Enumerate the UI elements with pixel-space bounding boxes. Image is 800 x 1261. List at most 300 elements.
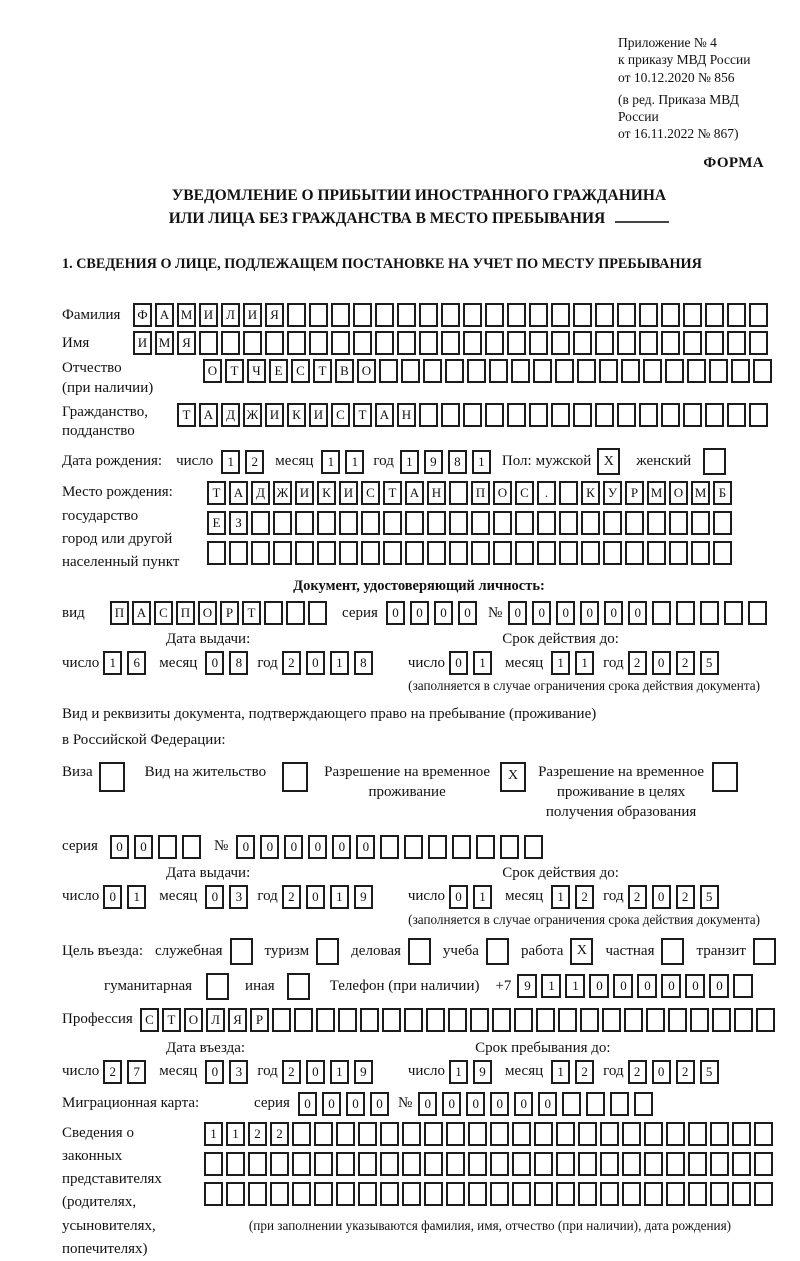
char-cell[interactable] — [251, 511, 270, 535]
checkbox-humanitarian[interactable] — [206, 973, 229, 1000]
char-cell[interactable] — [622, 1152, 641, 1176]
char-cell[interactable]: 9 — [473, 1060, 492, 1084]
char-cell[interactable]: Р — [625, 481, 644, 505]
char-cell[interactable]: 0 — [685, 974, 705, 998]
char-cell[interactable]: Т — [383, 481, 402, 505]
char-cell[interactable]: М — [691, 481, 710, 505]
char-cell[interactable] — [449, 511, 468, 535]
char-cell[interactable] — [361, 541, 380, 565]
char-cell[interactable] — [749, 331, 768, 355]
char-cell[interactable] — [419, 403, 438, 427]
char-cell[interactable] — [397, 303, 416, 327]
char-cell[interactable] — [709, 359, 728, 383]
char-cell[interactable] — [617, 403, 636, 427]
char-cell[interactable] — [490, 1122, 509, 1146]
char-cell[interactable]: 0 — [652, 651, 671, 675]
char-cell[interactable]: . — [537, 481, 556, 505]
char-cell[interactable]: 0 — [508, 601, 527, 625]
char-cell[interactable] — [599, 359, 618, 383]
char-cell[interactable] — [754, 1122, 773, 1146]
char-cell[interactable] — [559, 481, 578, 505]
char-cell[interactable]: 1 — [204, 1122, 223, 1146]
char-cell[interactable] — [732, 1182, 751, 1206]
char-cell[interactable]: 0 — [514, 1092, 533, 1116]
char-cell[interactable]: 1 — [330, 1060, 349, 1084]
char-cell[interactable] — [427, 511, 446, 535]
char-cell[interactable]: 1 — [473, 885, 492, 909]
char-cell[interactable]: 5 — [700, 885, 719, 909]
char-cell[interactable] — [710, 1122, 729, 1146]
char-cell[interactable] — [595, 403, 614, 427]
char-cell[interactable] — [248, 1152, 267, 1176]
char-cell[interactable]: 1 — [565, 974, 585, 998]
char-cell[interactable] — [600, 1182, 619, 1206]
char-cell[interactable]: С — [515, 481, 534, 505]
char-cell[interactable] — [753, 359, 772, 383]
char-cell[interactable]: 0 — [466, 1092, 485, 1116]
char-cell[interactable]: Ф — [133, 303, 152, 327]
char-cell[interactable] — [428, 835, 447, 859]
char-cell[interactable] — [489, 359, 508, 383]
char-cell[interactable] — [265, 331, 284, 355]
char-cell[interactable] — [529, 403, 548, 427]
char-cell[interactable]: М — [177, 303, 196, 327]
char-cell[interactable]: 0 — [134, 835, 153, 859]
char-cell[interactable]: 2 — [628, 651, 647, 675]
char-cell[interactable]: С — [140, 1008, 159, 1032]
char-cell[interactable] — [690, 1008, 709, 1032]
char-cell[interactable] — [441, 331, 460, 355]
char-cell[interactable] — [243, 331, 262, 355]
char-cell[interactable]: 1 — [221, 450, 240, 474]
char-cell[interactable] — [207, 541, 226, 565]
char-cell[interactable]: Р — [250, 1008, 269, 1032]
char-cell[interactable]: 1 — [345, 450, 364, 474]
char-cell[interactable] — [445, 359, 464, 383]
char-cell[interactable] — [379, 359, 398, 383]
char-cell[interactable]: П — [471, 481, 490, 505]
char-cell[interactable]: М — [155, 331, 174, 355]
char-cell[interactable] — [380, 1182, 399, 1206]
char-cell[interactable]: 9 — [354, 885, 373, 909]
char-cell[interactable]: 0 — [205, 885, 224, 909]
char-cell[interactable]: Н — [397, 403, 416, 427]
char-cell[interactable] — [507, 331, 526, 355]
char-cell[interactable]: 2 — [575, 1060, 594, 1084]
char-cell[interactable] — [644, 1182, 663, 1206]
char-cell[interactable]: 0 — [458, 601, 477, 625]
char-cell[interactable]: 1 — [551, 1060, 570, 1084]
char-cell[interactable] — [287, 303, 306, 327]
char-cell[interactable] — [602, 1008, 621, 1032]
char-cell[interactable]: О — [184, 1008, 203, 1032]
char-cell[interactable] — [727, 303, 746, 327]
char-cell[interactable] — [733, 974, 753, 998]
char-cell[interactable] — [713, 511, 732, 535]
char-cell[interactable] — [551, 403, 570, 427]
char-cell[interactable]: П — [110, 601, 129, 625]
char-cell[interactable]: 0 — [205, 1060, 224, 1084]
char-cell[interactable] — [688, 1152, 707, 1176]
char-cell[interactable]: Т — [207, 481, 226, 505]
char-cell[interactable] — [493, 511, 512, 535]
char-cell[interactable] — [317, 511, 336, 535]
checkbox-male[interactable]: X — [597, 448, 620, 475]
char-cell[interactable] — [732, 1122, 751, 1146]
char-cell[interactable] — [295, 541, 314, 565]
char-cell[interactable] — [292, 1122, 311, 1146]
char-cell[interactable] — [336, 1152, 355, 1176]
char-cell[interactable]: О — [669, 481, 688, 505]
char-cell[interactable] — [621, 359, 640, 383]
char-cell[interactable]: 0 — [442, 1092, 461, 1116]
char-cell[interactable] — [533, 359, 552, 383]
char-cell[interactable] — [511, 359, 530, 383]
char-cell[interactable]: 5 — [700, 1060, 719, 1084]
char-cell[interactable] — [748, 601, 767, 625]
char-cell[interactable] — [705, 331, 724, 355]
char-cell[interactable]: В — [335, 359, 354, 383]
char-cell[interactable] — [537, 511, 556, 535]
char-cell[interactable]: 0 — [532, 601, 551, 625]
char-cell[interactable]: О — [357, 359, 376, 383]
char-cell[interactable] — [336, 1182, 355, 1206]
char-cell[interactable]: 0 — [356, 835, 375, 859]
char-cell[interactable] — [336, 1122, 355, 1146]
char-cell[interactable]: 2 — [628, 1060, 647, 1084]
char-cell[interactable]: 2 — [282, 885, 301, 909]
char-cell[interactable] — [668, 1008, 687, 1032]
char-cell[interactable] — [294, 1008, 313, 1032]
char-cell[interactable] — [463, 303, 482, 327]
char-cell[interactable] — [534, 1122, 553, 1146]
char-cell[interactable]: 0 — [652, 885, 671, 909]
char-cell[interactable] — [676, 601, 695, 625]
char-cell[interactable] — [463, 403, 482, 427]
char-cell[interactable] — [617, 303, 636, 327]
char-cell[interactable]: А — [155, 303, 174, 327]
char-cell[interactable]: Н — [427, 481, 446, 505]
char-cell[interactable]: 1 — [575, 651, 594, 675]
char-cell[interactable] — [424, 1152, 443, 1176]
char-cell[interactable]: 1 — [551, 885, 570, 909]
char-cell[interactable]: С — [291, 359, 310, 383]
char-cell[interactable] — [669, 511, 688, 535]
char-cell[interactable] — [683, 331, 702, 355]
char-cell[interactable]: 0 — [284, 835, 303, 859]
char-cell[interactable] — [270, 1152, 289, 1176]
char-cell[interactable]: 0 — [386, 601, 405, 625]
char-cell[interactable] — [404, 1008, 423, 1032]
char-cell[interactable] — [580, 1008, 599, 1032]
char-cell[interactable] — [610, 1092, 629, 1116]
char-cell[interactable]: 0 — [628, 601, 647, 625]
char-cell[interactable] — [404, 835, 423, 859]
char-cell[interactable] — [732, 1152, 751, 1176]
char-cell[interactable] — [361, 511, 380, 535]
char-cell[interactable] — [559, 511, 578, 535]
char-cell[interactable]: П — [176, 601, 195, 625]
char-cell[interactable] — [463, 331, 482, 355]
char-cell[interactable]: М — [647, 481, 666, 505]
char-cell[interactable] — [468, 1122, 487, 1146]
char-cell[interactable] — [226, 1182, 245, 1206]
char-cell[interactable]: 1 — [473, 651, 492, 675]
char-cell[interactable] — [331, 331, 350, 355]
char-cell[interactable] — [358, 1122, 377, 1146]
char-cell[interactable] — [556, 1182, 575, 1206]
char-cell[interactable] — [577, 359, 596, 383]
char-cell[interactable] — [229, 541, 248, 565]
char-cell[interactable] — [727, 403, 746, 427]
char-cell[interactable] — [556, 1152, 575, 1176]
char-cell[interactable] — [287, 331, 306, 355]
char-cell[interactable]: 0 — [449, 651, 468, 675]
char-cell[interactable]: 0 — [205, 651, 224, 675]
char-cell[interactable] — [559, 541, 578, 565]
char-cell[interactable] — [292, 1152, 311, 1176]
char-cell[interactable] — [644, 1152, 663, 1176]
char-cell[interactable] — [691, 541, 710, 565]
char-cell[interactable]: А — [375, 403, 394, 427]
char-cell[interactable] — [731, 359, 750, 383]
char-cell[interactable] — [700, 601, 719, 625]
char-cell[interactable] — [424, 1122, 443, 1146]
char-cell[interactable]: 0 — [661, 974, 681, 998]
char-cell[interactable]: 0 — [604, 601, 623, 625]
char-cell[interactable] — [339, 541, 358, 565]
char-cell[interactable] — [512, 1182, 531, 1206]
checkbox-business[interactable] — [408, 938, 431, 965]
char-cell[interactable]: О — [203, 359, 222, 383]
char-cell[interactable]: 1 — [551, 651, 570, 675]
char-cell[interactable]: И — [295, 481, 314, 505]
char-cell[interactable]: К — [317, 481, 336, 505]
char-cell[interactable] — [713, 541, 732, 565]
char-cell[interactable]: И — [265, 403, 284, 427]
char-cell[interactable]: 2 — [248, 1122, 267, 1146]
char-cell[interactable] — [529, 331, 548, 355]
char-cell[interactable] — [380, 835, 399, 859]
char-cell[interactable]: Т — [177, 403, 196, 427]
char-cell[interactable] — [485, 303, 504, 327]
char-cell[interactable]: Т — [353, 403, 372, 427]
char-cell[interactable] — [485, 331, 504, 355]
char-cell[interactable] — [666, 1152, 685, 1176]
char-cell[interactable] — [470, 1008, 489, 1032]
char-cell[interactable]: А — [199, 403, 218, 427]
checkbox-other[interactable] — [287, 973, 310, 1000]
char-cell[interactable] — [485, 403, 504, 427]
checkbox-female[interactable] — [703, 448, 726, 475]
char-cell[interactable]: 1 — [330, 651, 349, 675]
char-cell[interactable]: З — [229, 511, 248, 535]
char-cell[interactable]: 0 — [449, 885, 468, 909]
char-cell[interactable]: Р — [220, 601, 239, 625]
char-cell[interactable] — [691, 511, 710, 535]
char-cell[interactable] — [397, 331, 416, 355]
char-cell[interactable] — [204, 1182, 223, 1206]
char-cell[interactable]: 0 — [306, 885, 325, 909]
checkbox-visa[interactable] — [99, 762, 125, 792]
char-cell[interactable] — [471, 511, 490, 535]
char-cell[interactable]: 0 — [709, 974, 729, 998]
char-cell[interactable]: 1 — [330, 885, 349, 909]
char-cell[interactable] — [375, 331, 394, 355]
char-cell[interactable] — [402, 1152, 421, 1176]
char-cell[interactable] — [578, 1182, 597, 1206]
char-cell[interactable] — [441, 403, 460, 427]
char-cell[interactable] — [338, 1008, 357, 1032]
char-cell[interactable]: У — [603, 481, 622, 505]
char-cell[interactable] — [402, 1182, 421, 1206]
char-cell[interactable] — [427, 541, 446, 565]
char-cell[interactable] — [710, 1182, 729, 1206]
char-cell[interactable] — [624, 1008, 643, 1032]
char-cell[interactable] — [581, 541, 600, 565]
char-cell[interactable] — [493, 541, 512, 565]
char-cell[interactable] — [586, 1092, 605, 1116]
char-cell[interactable] — [309, 331, 328, 355]
char-cell[interactable] — [448, 1008, 467, 1032]
char-cell[interactable]: 0 — [110, 835, 129, 859]
char-cell[interactable]: 9 — [517, 974, 537, 998]
char-cell[interactable] — [273, 511, 292, 535]
char-cell[interactable] — [688, 1182, 707, 1206]
char-cell[interactable] — [383, 511, 402, 535]
char-cell[interactable] — [468, 1182, 487, 1206]
char-cell[interactable] — [643, 359, 662, 383]
char-cell[interactable] — [666, 1122, 685, 1146]
char-cell[interactable]: Я — [177, 331, 196, 355]
char-cell[interactable] — [647, 511, 666, 535]
char-cell[interactable] — [358, 1182, 377, 1206]
char-cell[interactable] — [286, 601, 305, 625]
char-cell[interactable] — [264, 601, 283, 625]
char-cell[interactable] — [724, 601, 743, 625]
char-cell[interactable] — [639, 331, 658, 355]
char-cell[interactable] — [401, 359, 420, 383]
char-cell[interactable]: 0 — [490, 1092, 509, 1116]
char-cell[interactable] — [353, 303, 372, 327]
char-cell[interactable]: И — [309, 403, 328, 427]
char-cell[interactable]: Е — [269, 359, 288, 383]
char-cell[interactable] — [476, 835, 495, 859]
char-cell[interactable] — [405, 541, 424, 565]
char-cell[interactable] — [551, 303, 570, 327]
char-cell[interactable] — [199, 331, 218, 355]
char-cell[interactable]: 2 — [676, 885, 695, 909]
char-cell[interactable]: 0 — [306, 1060, 325, 1084]
char-cell[interactable] — [314, 1122, 333, 1146]
char-cell[interactable] — [524, 835, 543, 859]
char-cell[interactable] — [639, 303, 658, 327]
char-cell[interactable] — [652, 601, 671, 625]
char-cell[interactable]: 2 — [676, 651, 695, 675]
char-cell[interactable]: 2 — [245, 450, 264, 474]
checkbox-private[interactable] — [661, 938, 684, 965]
char-cell[interactable]: 1 — [400, 450, 419, 474]
char-cell[interactable] — [405, 511, 424, 535]
char-cell[interactable] — [578, 1122, 597, 1146]
char-cell[interactable] — [270, 1182, 289, 1206]
char-cell[interactable] — [308, 601, 327, 625]
char-cell[interactable] — [647, 541, 666, 565]
char-cell[interactable] — [562, 1092, 581, 1116]
char-cell[interactable]: 0 — [370, 1092, 389, 1116]
char-cell[interactable]: 9 — [424, 450, 443, 474]
char-cell[interactable] — [490, 1182, 509, 1206]
char-cell[interactable] — [622, 1182, 641, 1206]
char-cell[interactable]: 0 — [434, 601, 453, 625]
char-cell[interactable]: О — [493, 481, 512, 505]
char-cell[interactable]: Т — [162, 1008, 181, 1032]
char-cell[interactable] — [316, 1008, 335, 1032]
char-cell[interactable]: Я — [228, 1008, 247, 1032]
char-cell[interactable] — [382, 1008, 401, 1032]
char-cell[interactable] — [248, 1182, 267, 1206]
char-cell[interactable]: А — [229, 481, 248, 505]
char-cell[interactable] — [661, 331, 680, 355]
char-cell[interactable]: 0 — [308, 835, 327, 859]
char-cell[interactable] — [683, 403, 702, 427]
char-cell[interactable] — [512, 1122, 531, 1146]
char-cell[interactable] — [666, 1182, 685, 1206]
char-cell[interactable]: Т — [225, 359, 244, 383]
char-cell[interactable] — [467, 359, 486, 383]
char-cell[interactable] — [492, 1008, 511, 1032]
char-cell[interactable]: 5 — [700, 651, 719, 675]
char-cell[interactable]: 0 — [580, 601, 599, 625]
char-cell[interactable]: 0 — [538, 1092, 557, 1116]
checkbox-temp-permit-education[interactable] — [712, 762, 738, 792]
char-cell[interactable]: Ж — [273, 481, 292, 505]
char-cell[interactable] — [705, 403, 724, 427]
char-cell[interactable]: 3 — [229, 1060, 248, 1084]
char-cell[interactable] — [272, 1008, 291, 1032]
checkbox-study[interactable] — [486, 938, 509, 965]
char-cell[interactable]: Ч — [247, 359, 266, 383]
char-cell[interactable]: 0 — [322, 1092, 341, 1116]
char-cell[interactable] — [471, 541, 490, 565]
char-cell[interactable] — [309, 303, 328, 327]
char-cell[interactable]: 0 — [260, 835, 279, 859]
char-cell[interactable]: С — [331, 403, 350, 427]
char-cell[interactable]: 2 — [628, 885, 647, 909]
char-cell[interactable]: 1 — [541, 974, 561, 998]
char-cell[interactable]: 2 — [103, 1060, 122, 1084]
char-cell[interactable] — [555, 359, 574, 383]
char-cell[interactable] — [573, 403, 592, 427]
char-cell[interactable] — [749, 403, 768, 427]
char-cell[interactable] — [573, 331, 592, 355]
char-cell[interactable] — [292, 1182, 311, 1206]
checkbox-tourism[interactable] — [316, 938, 339, 965]
char-cell[interactable] — [426, 1008, 445, 1032]
char-cell[interactable] — [578, 1152, 597, 1176]
char-cell[interactable] — [710, 1152, 729, 1176]
char-cell[interactable]: 2 — [282, 651, 301, 675]
char-cell[interactable]: И — [339, 481, 358, 505]
char-cell[interactable] — [314, 1152, 333, 1176]
char-cell[interactable]: 0 — [298, 1092, 317, 1116]
char-cell[interactable] — [558, 1008, 577, 1032]
char-cell[interactable] — [314, 1182, 333, 1206]
char-cell[interactable]: С — [154, 601, 173, 625]
char-cell[interactable]: 0 — [410, 601, 429, 625]
char-cell[interactable] — [419, 303, 438, 327]
char-cell[interactable]: 0 — [306, 651, 325, 675]
